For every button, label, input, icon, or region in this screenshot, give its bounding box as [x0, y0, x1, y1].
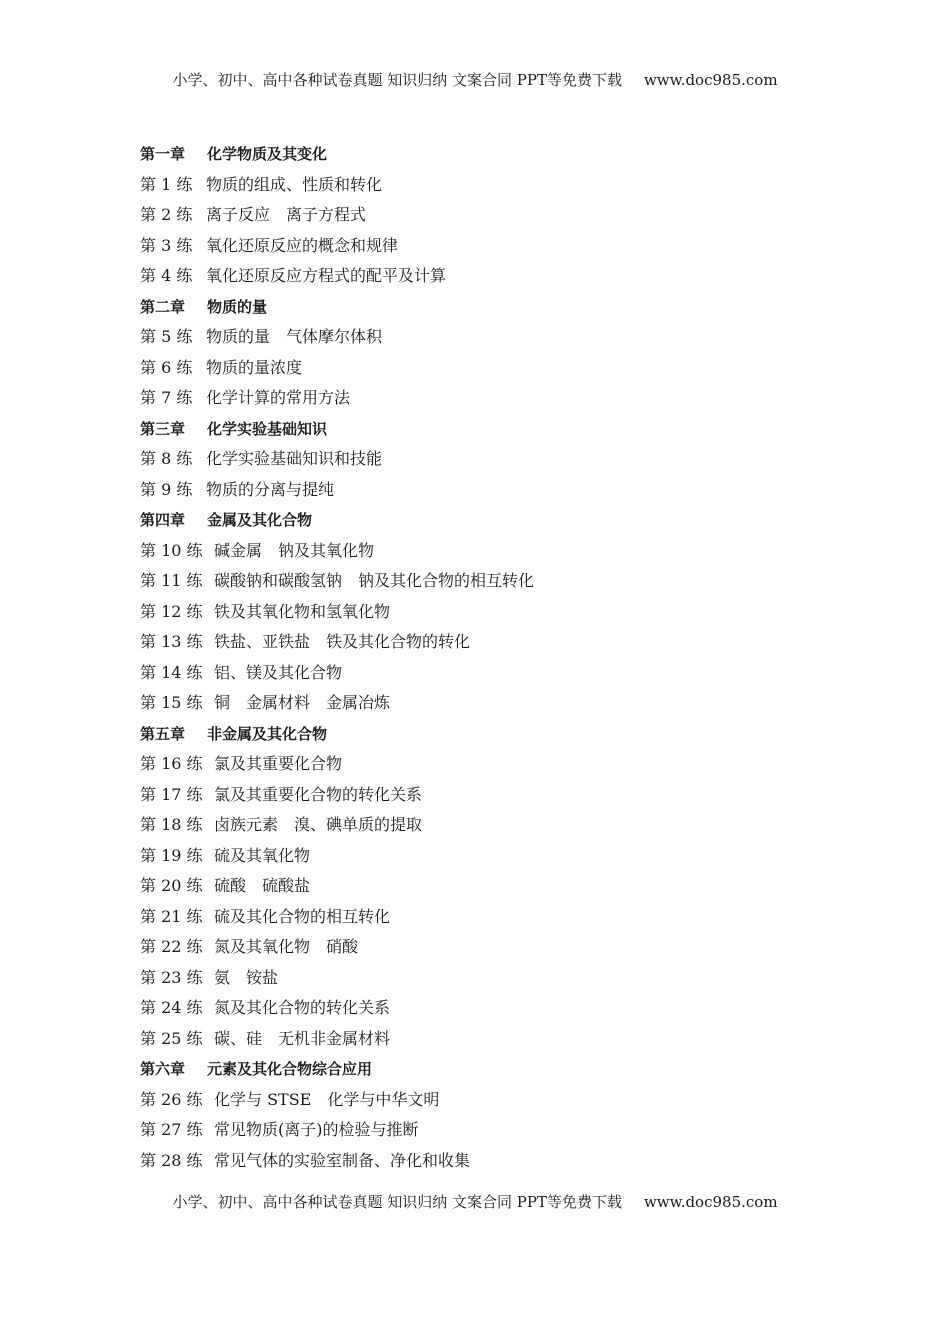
lesson-title: 常见气体的实验室制备、净化和收集 — [214, 1150, 471, 1170]
chapter-heading — [140, 719, 840, 750]
lesson-number: 第 25 练 — [140, 1028, 203, 1048]
lesson-number: 第 10 练 — [140, 540, 203, 560]
chapter-title: 化学实验基础知识 — [207, 419, 328, 438]
chapter-title: 金属及其化合物 — [207, 511, 313, 529]
lesson-entry — [140, 1115, 840, 1146]
lesson-number: 第 13 练 — [140, 632, 203, 651]
lesson-number: 第 2 练 — [140, 205, 193, 224]
lesson-entry — [140, 597, 840, 628]
chapter-title: 物质的量 — [207, 297, 268, 316]
lesson-title: 硫酸 硫酸盐 — [214, 876, 311, 895]
lesson-number: 第 26 练 — [140, 1089, 203, 1109]
chapter-title: 元素及其化合物综合应用 — [207, 1060, 373, 1078]
lesson-title: 硫及其化合物的相互转化 — [214, 906, 391, 926]
lesson-entry — [140, 170, 840, 201]
lesson-title: 卤族元素 溴、碘单质的提取 — [214, 815, 423, 834]
lesson-entry — [140, 810, 840, 841]
lesson-number: 第 14 练 — [140, 662, 203, 682]
lesson-title: 碱金属 钠及其氧化物 — [214, 540, 375, 560]
lesson-entry — [140, 566, 840, 597]
lesson-entry — [140, 536, 840, 567]
lesson-number: 第 7 练 — [140, 388, 193, 407]
lesson-number: 第 27 练 — [140, 1120, 203, 1139]
lesson-entry — [140, 261, 840, 292]
lesson-title: 物质的量浓度 — [206, 357, 303, 377]
lesson-number: 第 16 练 — [140, 754, 203, 773]
lesson-entry — [140, 780, 840, 811]
chapter-number: 第三章 — [140, 419, 186, 438]
lesson-entry — [140, 932, 840, 963]
lesson-number: 第 9 练 — [140, 479, 193, 499]
lesson-title: 物质的组成、性质和转化 — [206, 174, 383, 194]
lesson-title: 化学计算的常用方法 — [206, 388, 351, 407]
footer-banner-text: 小学、初中、高中各种试卷真题 知识归纳 文案合同 PPT等免费下载 — [172, 1193, 622, 1211]
lesson-title: 硫及其氧化物 — [214, 845, 311, 865]
footer-site-link[interactable]: www.doc985.com — [643, 1193, 778, 1211]
lesson-entry — [140, 993, 840, 1024]
chapter-title: 化学物质及其变化 — [207, 145, 328, 163]
lesson-title: 常见物质(离子)的检验与推断 — [214, 1120, 419, 1139]
lesson-entry — [140, 1146, 840, 1177]
lesson-entry — [140, 627, 840, 658]
lesson-title: 氧化还原反应的概念和规律 — [206, 235, 399, 255]
lesson-number: 第 22 练 — [140, 937, 203, 956]
chapter-number: 第五章 — [140, 724, 186, 743]
lesson-entry — [140, 658, 840, 689]
lesson-number: 第 17 练 — [140, 784, 203, 804]
lesson-title: 碳、硅 无机非金属材料 — [214, 1028, 391, 1048]
lesson-title: 氮及其化合物的转化关系 — [214, 998, 391, 1017]
header-banner — [0, 69, 950, 90]
lesson-entry — [140, 383, 840, 414]
lesson-entry — [140, 322, 840, 353]
lesson-entry — [140, 963, 840, 994]
lesson-title: 化学实验基础知识和技能 — [206, 449, 383, 468]
lesson-number: 第 3 练 — [140, 235, 193, 255]
header-site-link[interactable]: www.doc985.com — [643, 71, 778, 89]
lesson-title: 铝、镁及其化合物 — [214, 662, 343, 682]
lesson-number: 第 5 练 — [140, 327, 193, 346]
lesson-number: 第 8 练 — [140, 449, 193, 468]
lesson-number: 第 21 练 — [140, 906, 203, 926]
lesson-entry — [140, 353, 840, 384]
chapter-title: 非金属及其化合物 — [207, 724, 328, 743]
chapter-heading — [140, 505, 840, 536]
lesson-title: 铁及其氧化物和氢氧化物 — [214, 601, 391, 621]
chapter-heading — [140, 414, 840, 445]
lesson-title: 化学与 STSE 化学与中华文明 — [214, 1089, 440, 1109]
lesson-entry — [140, 1085, 840, 1116]
lesson-number: 第 15 练 — [140, 693, 203, 712]
lesson-number: 第 24 练 — [140, 998, 203, 1017]
lesson-title: 氯及其重要化合物的转化关系 — [214, 784, 423, 804]
lesson-number: 第 11 练 — [140, 571, 203, 590]
lesson-entry — [140, 200, 840, 231]
chapter-heading — [140, 139, 840, 170]
chapter-heading — [140, 1054, 840, 1085]
lesson-entry — [140, 1024, 840, 1055]
header-banner-text: 小学、初中、高中各种试卷真题 知识归纳 文案合同 PPT等免费下载 — [172, 71, 622, 89]
lesson-entry — [140, 231, 840, 262]
lesson-title: 铜 金属材料 金属冶炼 — [214, 693, 391, 712]
lesson-title: 碳酸钠和碳酸氢钠 钠及其化合物的相互转化 — [214, 571, 535, 590]
lesson-number: 第 23 练 — [140, 967, 203, 987]
lesson-number: 第 4 练 — [140, 266, 193, 285]
lesson-number: 第 28 练 — [140, 1150, 203, 1170]
lesson-title: 离子反应 离子方程式 — [206, 205, 367, 224]
lesson-entry — [140, 475, 840, 506]
lesson-number: 第 20 练 — [140, 876, 203, 895]
lesson-number: 第 18 练 — [140, 815, 203, 834]
lesson-entry — [140, 841, 840, 872]
lesson-entry — [140, 871, 840, 902]
lesson-number: 第 1 练 — [140, 174, 193, 194]
lesson-title: 氮及其氧化物 硝酸 — [214, 937, 359, 956]
lesson-title: 氯及其重要化合物 — [214, 754, 343, 773]
lesson-entry — [140, 902, 840, 933]
chapter-number: 第一章 — [140, 145, 186, 163]
chapter-number: 第四章 — [140, 511, 186, 529]
lesson-entry — [140, 688, 840, 719]
lesson-number: 第 6 练 — [140, 357, 193, 377]
lesson-title: 物质的分离与提纯 — [206, 479, 335, 499]
lesson-title: 铁盐、亚铁盐 铁及其化合物的转化 — [214, 632, 471, 651]
lesson-number: 第 12 练 — [140, 601, 203, 621]
lesson-title: 氨 铵盐 — [214, 967, 279, 987]
chapter-number: 第二章 — [140, 297, 186, 316]
footer-banner — [0, 1191, 950, 1212]
chapter-number: 第六章 — [140, 1060, 186, 1078]
lesson-title: 氧化还原反应方程式的配平及计算 — [206, 266, 447, 285]
lesson-title: 物质的量 气体摩尔体积 — [206, 327, 383, 346]
lesson-number: 第 19 练 — [140, 845, 203, 865]
chapter-heading — [140, 292, 840, 323]
lesson-entry — [140, 444, 840, 475]
lesson-entry — [140, 749, 840, 780]
table-of-contents — [140, 139, 840, 1176]
